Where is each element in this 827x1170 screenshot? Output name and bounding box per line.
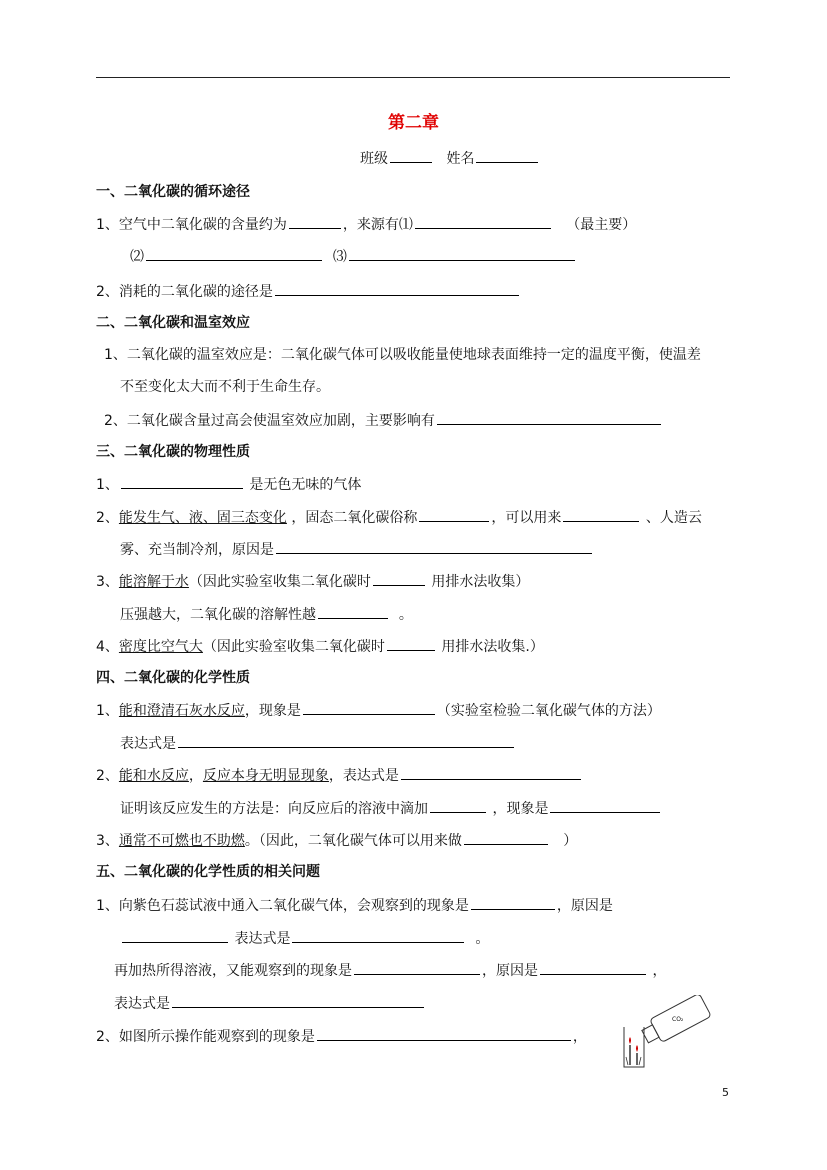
text: ，可以用来 [491, 510, 562, 526]
underlined-text: 能和澄清石灰水反应 [118, 703, 245, 719]
text: 2、 [96, 510, 119, 526]
underlined-text: 能溶解于水 [118, 574, 189, 590]
item-3-2-cont [120, 539, 594, 560]
blank[interactable] [275, 281, 519, 296]
item-4-1-expr [120, 733, 516, 754]
item-3-4 [96, 636, 544, 657]
text: ，来源有⑴ [342, 217, 413, 233]
name-label: 姓名 [446, 151, 475, 167]
item-3-3 [96, 571, 529, 592]
class-name-line [360, 148, 540, 169]
text: 。 [398, 607, 413, 623]
blank[interactable] [122, 928, 228, 943]
blank[interactable] [540, 960, 646, 975]
item-3-1 [96, 474, 361, 495]
text: ， [572, 1029, 587, 1045]
item-5-2 [96, 1026, 587, 1047]
name-blank[interactable] [476, 148, 538, 163]
item-5-1-expr [120, 928, 489, 949]
text: 2、二氧化碳含量过高会使温室效应加剧，主要影响有 [104, 413, 435, 429]
underlined-text: 能发生气、液、固三态变化 [118, 510, 287, 526]
item-2-1: 1、二氧化碳的温室效应是：二氧化碳气体可以吸收能量使地球表面维持一定的温度平衡，使温差 [104, 347, 701, 363]
item-4-2 [96, 765, 583, 786]
item-3-2 [96, 507, 702, 528]
text: 用排水法收集.） [441, 639, 544, 655]
item-3-3-cont [120, 604, 413, 625]
text: 。 [475, 931, 490, 947]
blank[interactable] [289, 214, 341, 229]
page-title: 第二章 [388, 113, 439, 133]
text: 是无色无味的气体 [249, 477, 362, 493]
underlined-text: 密度比空气大 [118, 639, 203, 655]
blank[interactable] [550, 798, 660, 813]
text: 1、 [96, 477, 119, 493]
text: 证明该反应发生的方法是：向反应后的溶液中滴加 [120, 801, 428, 817]
blank[interactable] [303, 700, 435, 715]
blank[interactable] [387, 636, 435, 651]
section-heading-2: 二、二氧化碳和温室效应 [96, 315, 250, 331]
item-2-1-cont: 不至变化太大而不利于生命生存。 [120, 379, 330, 395]
text: ） [563, 833, 578, 849]
item-2-2 [104, 410, 663, 431]
text: 雾、充当制冷剂，原因是 [120, 542, 274, 558]
item-5-1 [96, 895, 613, 916]
text: 表达式是 [234, 931, 291, 947]
underlined-text: 通常不可燃也不助燃 [118, 833, 245, 849]
item-4-2-proof [120, 798, 662, 819]
text: 3、 [96, 574, 119, 590]
blank[interactable] [437, 410, 661, 425]
item-1-2 [96, 281, 521, 302]
text: （实验室检验二氧化碳气体的方法） [436, 703, 661, 719]
blank[interactable] [464, 830, 548, 845]
text: ，固态二氧化碳俗称 [291, 510, 418, 526]
text: ，现象是 [492, 801, 549, 817]
text: ， [188, 768, 203, 784]
item-4-3 [96, 830, 577, 851]
text: 、人造云 [645, 510, 702, 526]
item-4-1 [96, 700, 661, 721]
section-heading-3: 三、二氧化碳的物理性质 [96, 444, 250, 460]
blank[interactable] [292, 928, 464, 943]
text: 1、空气中二氧化碳的含量约为 [96, 217, 287, 233]
blank[interactable] [354, 960, 480, 975]
blank[interactable] [419, 507, 489, 522]
blank[interactable] [430, 798, 486, 813]
gas-bottle-icon [639, 995, 711, 1048]
figure-label: CO₂ [672, 1016, 684, 1023]
text: 2、 [96, 768, 119, 784]
text: ⑵ [130, 249, 144, 265]
blank[interactable] [415, 214, 551, 229]
blank[interactable] [178, 733, 514, 748]
underlined-text: 反应本身无明显现象 [202, 768, 329, 784]
text: ⑶ [332, 249, 347, 265]
blank[interactable] [471, 895, 555, 910]
text: （因此实验室收集二氧化碳时 [188, 574, 371, 590]
item-5-1-expr2 [114, 993, 426, 1014]
blank[interactable] [146, 246, 322, 261]
text: 4、 [96, 639, 119, 655]
text: ， [652, 963, 667, 979]
beaker-icon [624, 1027, 644, 1067]
blank[interactable] [121, 474, 243, 489]
co2-pouring-figure [610, 995, 720, 1070]
blank[interactable] [317, 1026, 571, 1041]
page-number: 5 [722, 1086, 729, 1099]
text: 压强越大，二氧化碳的溶解性越 [120, 607, 316, 623]
text: 表达式是 [114, 996, 170, 1012]
text: （最主要） [566, 217, 637, 233]
blank[interactable] [401, 765, 581, 780]
item-5-1-heat [114, 960, 666, 981]
blank[interactable] [276, 539, 592, 554]
text: ，原因是 [482, 963, 538, 979]
text: 2、消耗的二氧化碳的途径是 [96, 284, 273, 300]
text: 2、如图所示操作能观察到的现象是 [96, 1029, 315, 1045]
text: 1、 [96, 703, 119, 719]
text: （因此实验室收集二氧化碳时 [202, 639, 385, 655]
item-1-1-sources [130, 246, 577, 267]
text: 1、向紫色石蕊试液中通入二氧化碳气体，会观察到的现象是 [96, 898, 469, 914]
text: ，原因是 [556, 898, 613, 914]
text: 。（因此，二氧化碳气体可以用来做 [244, 833, 462, 849]
blank[interactable] [373, 571, 425, 586]
section-heading-5: 五、二氧化碳的化学性质的相关问题 [96, 864, 320, 880]
section-heading-4: 四、二氧化碳的化学性质 [96, 670, 250, 686]
text: ，现象是 [244, 703, 301, 719]
header-rule [96, 77, 730, 78]
text: ，表达式是 [328, 768, 399, 784]
text: 3、 [96, 833, 119, 849]
blank[interactable] [349, 246, 575, 261]
blank[interactable] [172, 993, 424, 1008]
blank[interactable] [318, 604, 388, 619]
class-label: 班级 [360, 151, 388, 167]
underlined-text: 能和水反应 [118, 768, 189, 784]
blank[interactable] [563, 507, 639, 522]
text: 用排水法收集） [431, 574, 530, 590]
class-blank[interactable] [390, 148, 432, 163]
section-heading-1: 一、二氧化碳的循环途径 [96, 184, 250, 200]
text: 再加热所得溶液，又能观察到的现象是 [114, 963, 352, 979]
item-1-1 [96, 214, 636, 235]
text: 表达式是 [120, 736, 176, 752]
